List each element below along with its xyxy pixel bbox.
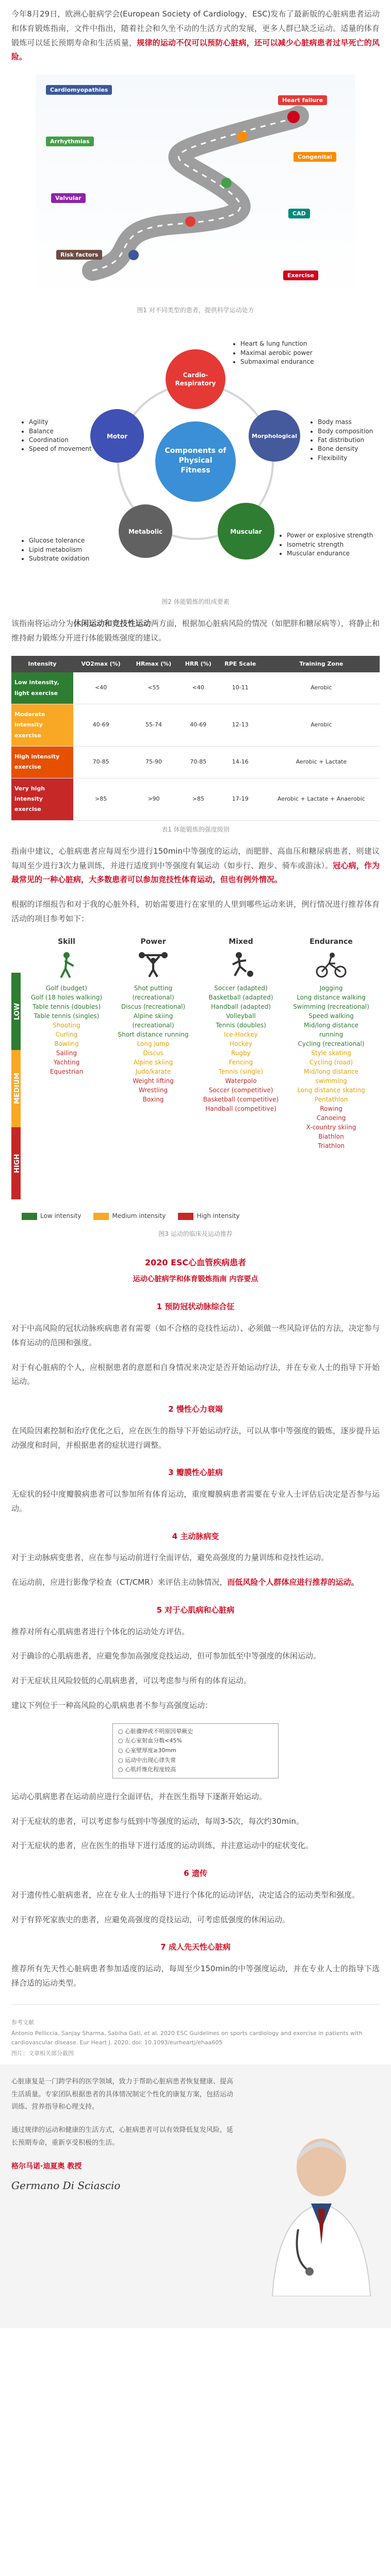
risk-item: ○ 心脏骤停或不明原因晕厥史 <box>118 1727 193 1735</box>
road-sign-1: Cardiomyopathies <box>46 85 112 95</box>
node-morphological: Morphological <box>252 433 297 440</box>
sport-item: Long jump <box>137 1040 170 1047</box>
doctor-signature: Germano Di Sciascio <box>11 2179 121 2192</box>
sport-item: Table tennis (singles) <box>34 1012 100 1020</box>
sport-item: Alpine skiing <box>133 1058 173 1066</box>
column-endurance: Endurance Jogging Long distance walking Swimming (recreational) Speed walking Mid/long distance running Cycling (recreational) Style skating Cycling (road) Mid/long distance swimming Long distance skating Pentathlon Rowing Canoeing X-country skiing Biathlon Triathlon <box>293 937 369 1149</box>
muscular-attributes: • Power or explosive strength • Isometric strength • Muscular endurance <box>280 531 373 558</box>
intensity-table <box>11 656 380 821</box>
risk-item: ○ 运动中出现心律失常 <box>118 1756 176 1764</box>
node-motor: Motor <box>106 433 128 440</box>
road-sign-2: Heart failure <box>278 95 327 105</box>
risk-item: ○ 心室壁厚度≥30mm <box>118 1747 176 1754</box>
sport-item: Golf (18 holes walking) <box>30 993 103 1001</box>
level-label-low: LOW <box>13 1002 21 1020</box>
sport-item: Wrestling <box>138 1086 168 1094</box>
fitness-diagram <box>11 325 380 593</box>
node-metabolic: Metabolic <box>128 528 163 536</box>
figure-3-caption: 图3 运动的临床及运动推荐 <box>158 1230 233 1238</box>
recommendation-paragraph: 指南中建议，心脏病患者应每周至少进行150min中等强度的运动，而肥胖、高血压和糖尿病患者，则建议每周至少进行3次力量训练，并进行适度到中等强度有氧运动（如步行、跑步、骑车或游泳）。冠心病，作为最常见的一种心脏病，大多数患者可以参加竞技性体育运动，但也有例外情况。 <box>11 846 380 885</box>
article-body <box>0 7 391 2058</box>
sport-item: Soccer (adapted) <box>214 984 268 992</box>
sport-item: Shot putting (recreational) <box>132 984 174 1001</box>
sport-item: Boxing <box>142 1095 164 1103</box>
guideline-section-subtitle: 运动心脏病学和体育锻炼指南 内容要点 <box>133 1275 258 1284</box>
risk-item: ○ 左心室射血分数<45% <box>118 1737 182 1744</box>
doctor-profile <box>0 2064 391 2328</box>
cardio-attributes: • Heart & lung function • Maximal aerobic power • Submaximal endurance <box>233 340 314 366</box>
exercise-type-bold: 休闲运动和竞技性运动 <box>73 619 151 629</box>
figure-2-caption: 图2 体能锻炼的组成要素 <box>161 598 230 606</box>
sport-item: Mid/long distance running <box>304 1021 359 1038</box>
section-4-title: 4 主动脉病变 <box>172 1531 219 1541</box>
figure-1 <box>11 75 380 316</box>
figure-2 <box>11 325 380 607</box>
table-header: Intensity <box>11 656 73 672</box>
exercise-type-paragraph: 该指南将运动分为休闲运动和竞技性运动两方面，根据加心脏病风险的情况（如肥胖和糖尿病等），将静止和维持耐力锻炼分开进行体能锻炼强度的建议。 <box>11 619 380 643</box>
weightlifter-icon <box>115 950 192 979</box>
doctor-name: 格尔马诺·迪夏奥 教授 <box>11 2162 82 2171</box>
sport-item: Rugby <box>231 1049 251 1057</box>
section-2-paragraph: 在风险因素控制和治疗优化之后，应在医生的指导下开始运动疗法，可以从事中等强度的锻炼，逐步提升运动强度和时间，并根据患者的症状进行调整。 <box>11 1426 380 1450</box>
table-1 <box>11 656 380 835</box>
section-3-title: 3 瓣膜性心脏病 <box>168 1468 223 1478</box>
intro-text: 今年8月29日，欧洲心脏病学会(European Society of Cardiology，ESC)发布了最新版的心脏病患者运动和体育锻炼指南，文件中指出，随着社会和久坐不动的生活方式的发展，更多人群已缺乏运动。适量的体育锻炼可以延长预期寿命和生活质量， <box>11 9 380 47</box>
motor-attributes: • Agility • Balance • Coordination • Speed of movement <box>22 418 92 454</box>
section-4-paragraph: 在运动前，应进行影像学检查（CT/CMR）来评估主动脉情况，而低风险个人群体应进行推荐的运动。 <box>11 1578 359 1587</box>
risk-item: ○ 心肌纤维化程度较高 <box>118 1766 176 1773</box>
section-6-paragraph: 对于有猝死家族史的患者，应避免高强度的竞技运动，可考虑低强度的休闲运动。 <box>11 1914 290 1924</box>
table-row: Very high intensity exercise >85 >90 >85 17-19 Aerobic + Lactate + Anaerobic <box>11 778 380 820</box>
recommendation-highlight: 冠心病，作为最常见的一种心脏病，大多数患者可以参加竞技性体育运动，但也有例外情况。 <box>11 860 380 885</box>
column-power: Power Shot putting (recreational) Discus (recreational) Alpine skiing (recreational) Short distance running Long jump Discus Alpine skiing Judo/karate Weight lifting Wrestling Boxing <box>115 937 192 1104</box>
sport-item: Waterpolo <box>225 1077 257 1084</box>
cyclist-icon <box>292 950 370 979</box>
sport-item: Cycling (road) <box>309 1058 353 1066</box>
road-sign-3: Arrhythmias <box>46 137 94 146</box>
intro-highlight: 规律的运动不仅可以预防心脏病，还可以减少心脏病患者过早死亡的风险。 <box>11 38 380 62</box>
legend-high: High intensity <box>178 1210 239 1222</box>
sport-item: Biathlon <box>318 1132 344 1140</box>
sport-item: Swimming (recreational) <box>293 1003 369 1010</box>
reference-label: 参考文献 <box>11 2019 34 2026</box>
sport-item: Volleyball <box>226 1012 256 1020</box>
table-row: High intensity exercise 70-85 75-90 70-85 14-16 Aerobic + Lactate <box>11 746 380 778</box>
table-row: Low intensity, light exercise <40 <55 <40 10-11 Aerobic <box>11 672 380 704</box>
sport-item: Pentathlon <box>314 1095 348 1103</box>
sport-item: Basketball (competitive) <box>203 1095 279 1103</box>
sport-item: Ice-Hockey <box>224 1030 258 1038</box>
doctor-portrait-icon <box>262 2126 381 2296</box>
sport-item: Style skating <box>311 1049 351 1057</box>
guideline-section-title: 2020 ESC心血管疾病患者 <box>144 1257 247 1267</box>
sport-item: Alpine skiing (recreational) <box>132 1012 174 1029</box>
sport-item: Bowling <box>54 1040 79 1047</box>
table-header: VO2max (%) <box>73 656 128 672</box>
sport-item: Discus <box>143 1049 164 1057</box>
sport-item: Canoeing <box>316 1114 346 1122</box>
road-sign-6: CAD <box>288 209 310 218</box>
section-5-title: 5 对于心肌病和心脏病 <box>156 1605 235 1615</box>
figure-1-illustration <box>36 75 355 301</box>
level-label-medium: MEDIUM <box>13 1073 21 1105</box>
legend-medium: Medium intensity <box>93 1210 166 1222</box>
section-5-paragraph: 对于无症状的患者，应在医生的指导下进行适度的运动训练，并注意运动中的症状变化。 <box>11 1841 314 1851</box>
section-3-paragraph: 无症状的轻中度瓣膜病患者可以参加所有体育运动，重度瓣膜病患者需要在专业人士评估后决定是否参与运动。 <box>11 1489 380 1513</box>
sport-item: Triathlon <box>318 1142 345 1149</box>
section-2-title: 2 慢性心力衰竭 <box>168 1404 223 1414</box>
sport-item: Curling <box>55 1030 78 1038</box>
morph-attributes: • Body mass • Body composition • Fat distribution • Bone density • Flexibility <box>311 418 373 463</box>
column-mixed: Mixed Soccer (adapted) Basketball (adapted) Handball (adapted) Volleyball Tennis (doubles) Ice-Hockey Hockey Rugby Fencing Tennis (single) Waterpolo Soccer (competitive) Basketball (competitive) Handball (competitive) <box>203 937 279 1112</box>
sport-item: Speed walking <box>308 1012 354 1020</box>
table-header: Training Zone <box>263 656 380 672</box>
sport-item: Rowing <box>320 1105 343 1112</box>
table-1-caption: 表1 体能锻炼的强度级别 <box>161 825 230 833</box>
sport-item: Soccer (competitive) <box>208 1086 273 1094</box>
section-6-title: 6 遗传 <box>184 1869 207 1878</box>
table-row: Moderate intensity exercise 40-69 55-74 40-69 12-13 Aerobic <box>11 704 380 746</box>
reference-item: 图片：文章相关部分截图 <box>11 2050 74 2057</box>
sport-item: Hockey <box>230 1040 252 1047</box>
sport-item: Handball (competitive) <box>205 1105 276 1112</box>
table-header: HRmax (%) <box>128 656 178 672</box>
table-header-row <box>11 656 380 672</box>
risk-factor-box <box>112 1723 279 1778</box>
sport-item: Discus (recreational) <box>121 1003 186 1010</box>
figure-1-caption: 图1 对不同类型的患者，提供科学运动处方 <box>137 307 254 314</box>
level-label-high: HIGH <box>13 1153 21 1173</box>
section-7-title: 7 成人先天性心脏病 <box>160 1942 231 1952</box>
reference-item: Antonio Pelliccia, Sanjay Sharma, Sabiha Gati, et al. 2020 ESC Guidelines on sports cardiology and exercise in patients with cardiovascular disease. Eur Heart J. 2020. doi: 10.1093/eurheartj/ehaa605 <box>11 2030 363 2046</box>
metabolic-attributes: • Glucose tolerance • Lipid metabolism • Substrate oxidation <box>22 536 89 563</box>
sport-item: Handball (adapted) <box>210 1003 271 1010</box>
sport-item: Jogging <box>319 984 343 992</box>
sport-item: Shooting <box>53 1021 80 1029</box>
section-5-paragraph: 对于确诊的心肌病患者，应避免参加高强度竞技运动，但可参加低至中等强度的休闲运动。 <box>11 1651 321 1661</box>
profile-paragraph: 通过规律的运动和健康的生活方式，心脏病患者可以有效降低复发风险，延长预期寿命，重新享受积极的生活。 <box>11 2126 233 2147</box>
sports-legend <box>22 1210 240 1222</box>
section-4-highlight: 而低风险个人群体应进行推荐的运动。 <box>227 1578 359 1587</box>
sport-item: Table tennis (doubles) <box>32 1003 101 1010</box>
divider <box>11 2004 380 2005</box>
golfer-icon <box>28 950 105 979</box>
road-sign-4: Congenital <box>294 152 336 162</box>
sports-chart <box>11 937 380 1225</box>
sport-item: Long distance walking <box>297 993 366 1001</box>
sport-item: Long distance skating <box>297 1086 365 1094</box>
section-7-paragraph: 推荐所有先天性心脏病患者参加适度的运动，每周至少150min的中等强度运动，并在专业人士的指导下选择合适的运动类型。 <box>11 1964 380 1988</box>
sport-item: Fencing <box>229 1058 253 1066</box>
legend-low: Low intensity <box>22 1210 81 1222</box>
section-5-paragraph: 对于无症状且风险较低的心肌病患者，可以考虑参与所有的体育运动。 <box>11 1676 252 1686</box>
sport-item: Yachting <box>53 1058 80 1066</box>
sport-item: Mid/long distance swimming <box>304 1067 359 1084</box>
sport-item: Cycling (recreational) <box>298 1040 365 1047</box>
sport-item: Tennis (doubles) <box>216 1021 266 1029</box>
road-sign-8: Exercise <box>283 270 318 280</box>
node-muscular: Muscular <box>230 528 262 536</box>
section-1-paragraph: 对于中高风险的冠状动脉疾病患者有需要（如不合格的竞技性运动）、必须做一些风险评估的方法，决定参与体育运动的范围和强度。 <box>11 1324 380 1347</box>
sports-intro-paragraph: 根据的详细报告和对于我的心脏外科，初始需要进行在家里的人里到哪些运动来讲，例行情况进行推荐体育活动的项目参考如下： <box>11 900 380 923</box>
section-6-paragraph: 对于遗传性心脏病患者，应在专业人士的指导下进行个体化的运动评估，决定适合的运动类型和强度。 <box>11 1890 360 1900</box>
section-5-paragraph: 推荐对所有心肌病患者进行个体化的运动处方评估。 <box>11 1626 190 1636</box>
section-1-paragraph: 对于有心脏病的个人，应根据患者的意愿和自身情况来决定是否开始运动疗法，并在专业人士的指导下开始运动。 <box>11 1362 380 1386</box>
fitness-center-label: Components of Physical Fitness <box>165 447 226 474</box>
section-1-title: 1 预防冠状动脉综合征 <box>156 1302 235 1312</box>
sport-item: Equestrian <box>50 1067 84 1075</box>
sport-item: Golf (budget) <box>46 984 87 992</box>
table-header: RPE Scale <box>218 656 263 672</box>
winding-road-illustration <box>72 106 319 281</box>
table-header: HRR (%) <box>179 656 218 672</box>
intro-paragraph <box>11 7 380 64</box>
section-5-paragraph: 对于无症状的患者，可以考虑参与低到中等强度的运动，每周3-5次，每次约30min。 <box>11 1816 304 1826</box>
node-cardio: Cardio-Respiratory <box>175 371 216 387</box>
sport-item: Short distance running <box>118 1030 189 1038</box>
sport-item: Basketball (adapted) <box>208 993 273 1001</box>
sport-item: X-country skiing <box>306 1123 356 1131</box>
section-4-paragraph: 对于主动脉病变患者，应在参与运动前进行全面评估，避免高强度的力量训练和竞技性运动。 <box>11 1553 329 1563</box>
road-sign-7: Risk factors <box>56 250 102 260</box>
sport-item: Weight lifting <box>133 1077 174 1084</box>
sport-item: Sailing <box>56 1049 77 1057</box>
soccer-player-icon <box>202 950 280 979</box>
section-5-paragraph: 建议下列位于一种高风险的心肌病患者不参与高强度运动： <box>11 1700 213 1710</box>
sport-item: Tennis (single) <box>218 1067 264 1075</box>
section-5-paragraph: 运动心肌病患者在运动前应进行全面评估，并在医生指导下逐渐开始运动。 <box>11 1791 267 1801</box>
sport-item: Judo/karate <box>135 1067 171 1075</box>
column-skill: Skill Golf (budget) Golf (18 holes walking) Table tennis (doubles) Table tennis (singles) Shooting Curling Bowling Sailing Yachting Equestrian <box>28 937 105 1076</box>
profile-paragraph: 心脏康复是一门跨学科的医学领域，致力于帮助心脏病患者恢复健康、提高生活质量。专家团队根据患者的具体情况制定个性化的康复方案，包括运动训练、营养指导和心理支持。 <box>11 2078 233 2111</box>
figure-3 <box>11 937 380 1240</box>
road-sign-5: Valvular <box>51 193 86 203</box>
